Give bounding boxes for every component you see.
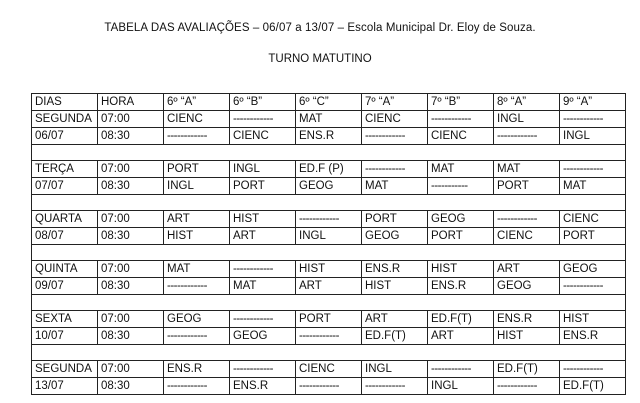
subject-cell: GEOG — [428, 211, 494, 228]
time-cell: 07:00 — [98, 261, 164, 278]
spacer-row — [32, 295, 626, 311]
spacer-cell — [32, 195, 626, 211]
subject-cell: INGL — [296, 228, 362, 245]
subject-cell: CIENC — [560, 211, 626, 228]
day-name-cell: SEXTA — [32, 311, 98, 328]
subject-cell: GEOG — [230, 328, 296, 345]
table-row — [32, 111, 626, 128]
subject-cell: PORT — [362, 211, 428, 228]
table-row — [32, 228, 626, 245]
subject-cell: ART — [494, 261, 560, 278]
header-cell: DIAS — [32, 94, 98, 111]
header-cell: 7º “A” — [362, 94, 428, 111]
subject-cell: PORT — [494, 178, 560, 195]
subject-cell: MAT — [494, 161, 560, 178]
spacer-cell — [32, 345, 626, 361]
table-row — [32, 261, 626, 278]
subject-cell: ED.F(T) — [362, 328, 428, 345]
table-row — [32, 161, 626, 178]
subject-cell: ENS.R — [296, 128, 362, 145]
subject-cell: ------------ — [362, 378, 428, 395]
subject-cell: MAT — [296, 111, 362, 128]
evaluation-schedule-table — [31, 93, 626, 395]
time-cell: 08:30 — [98, 278, 164, 295]
subject-cell: ------------ — [164, 128, 230, 145]
day-name-cell: SEGUNDA — [32, 361, 98, 378]
subject-cell: HIST — [494, 328, 560, 345]
table-row — [32, 311, 626, 328]
subject-cell: ENS.R — [230, 378, 296, 395]
spacer-row — [32, 245, 626, 261]
subject-cell: ED.F(T) — [428, 311, 494, 328]
subject-cell: ------------ — [362, 128, 428, 145]
subject-cell: MAT — [230, 278, 296, 295]
spacer-cell — [32, 145, 626, 161]
header-cell: 9º “A” — [560, 94, 626, 111]
subject-cell: ------------ — [230, 311, 296, 328]
table-row — [32, 361, 626, 378]
subject-cell: ------------ — [164, 278, 230, 295]
subject-cell: ------------ — [296, 328, 362, 345]
subject-cell: ------------ — [296, 211, 362, 228]
spacer-cell — [32, 245, 626, 261]
time-cell: 08:30 — [98, 178, 164, 195]
day-date-cell: 08/07 — [32, 228, 98, 245]
subject-cell: PORT — [164, 161, 230, 178]
spacer-row — [32, 195, 626, 211]
subject-cell: ------------ — [560, 361, 626, 378]
subject-cell: ED.F(T) — [560, 378, 626, 395]
subject-cell: ------------ — [164, 378, 230, 395]
subject-cell: ------------ — [428, 361, 494, 378]
subject-cell: ED.F(T) — [494, 361, 560, 378]
subject-cell: CIENC — [428, 128, 494, 145]
subject-cell: GEOG — [362, 228, 428, 245]
subject-cell: ------------ — [494, 378, 560, 395]
header-cell: 6º “A” — [164, 94, 230, 111]
subject-cell: ------------ — [230, 361, 296, 378]
table-row — [32, 328, 626, 345]
subject-cell: INGL — [428, 378, 494, 395]
subject-cell: PORT — [230, 178, 296, 195]
time-cell: 08:30 — [98, 228, 164, 245]
subject-cell: ------------ — [296, 378, 362, 395]
subject-cell: GEOG — [164, 311, 230, 328]
subject-cell: ENS.R — [494, 311, 560, 328]
table-header-row — [32, 94, 626, 111]
day-name-cell: TERÇA — [32, 161, 98, 178]
subject-cell: GEOG — [494, 278, 560, 295]
subject-cell: ----------- — [428, 178, 494, 195]
table-row — [32, 278, 626, 295]
subject-cell: ------------ — [230, 261, 296, 278]
subject-cell: ED.F (P) — [296, 161, 362, 178]
day-name-cell: SEGUNDA — [32, 111, 98, 128]
subject-cell: ENS.R — [164, 361, 230, 378]
header-cell: 6º “C” — [296, 94, 362, 111]
time-cell: 08:30 — [98, 128, 164, 145]
spacer-row — [32, 345, 626, 361]
table-row — [32, 378, 626, 395]
subject-cell: PORT — [296, 311, 362, 328]
table-row — [32, 128, 626, 145]
subject-cell: PORT — [428, 228, 494, 245]
time-cell: 08:30 — [98, 378, 164, 395]
subject-cell: ART — [164, 211, 230, 228]
subject-cell: ART — [230, 228, 296, 245]
subject-cell: ART — [362, 311, 428, 328]
subject-cell: HIST — [560, 311, 626, 328]
subject-cell: CIENC — [230, 128, 296, 145]
subject-cell: ------------ — [560, 161, 626, 178]
subject-cell: HIST — [296, 261, 362, 278]
subject-cell: ------------ — [164, 328, 230, 345]
day-date-cell: 13/07 — [32, 378, 98, 395]
subject-cell: HIST — [428, 261, 494, 278]
header-cell: HORA — [98, 94, 164, 111]
subject-cell: ------------ — [230, 111, 296, 128]
subject-cell: ------------ — [362, 161, 428, 178]
subject-cell: ------------ — [494, 211, 560, 228]
subject-cell: PORT — [560, 228, 626, 245]
day-date-cell: 07/07 — [32, 178, 98, 195]
subject-cell: CIENC — [164, 111, 230, 128]
day-date-cell: 09/07 — [32, 278, 98, 295]
time-cell: 08:30 — [98, 328, 164, 345]
document-subtitle: TURNO MATUTINO — [268, 53, 372, 65]
subject-cell: ART — [296, 278, 362, 295]
subject-cell: ENS.R — [560, 328, 626, 345]
header-cell: 6º “B” — [230, 94, 296, 111]
subject-cell: MAT — [362, 178, 428, 195]
time-cell: 07:00 — [98, 361, 164, 378]
subject-cell: INGL — [362, 361, 428, 378]
subject-cell: MAT — [164, 261, 230, 278]
table-row — [32, 211, 626, 228]
time-cell: 07:00 — [98, 161, 164, 178]
time-cell: 07:00 — [98, 311, 164, 328]
time-cell: 07:00 — [98, 111, 164, 128]
subject-cell: HIST — [164, 228, 230, 245]
subject-cell: ------------ — [560, 111, 626, 128]
subject-cell: HIST — [362, 278, 428, 295]
subject-cell: MAT — [560, 178, 626, 195]
document-title: TABELA DAS AVALIAÇÕES – 06/07 a 13/07 – Escola Municipal Dr. Eloy de Souza. — [104, 22, 536, 34]
subject-cell: INGL — [560, 128, 626, 145]
subject-cell: INGL — [164, 178, 230, 195]
subject-cell: INGL — [494, 111, 560, 128]
subject-cell: CIENC — [494, 228, 560, 245]
day-date-cell: 06/07 — [32, 128, 98, 145]
subject-cell: ------------ — [560, 278, 626, 295]
subject-cell: ------------ — [428, 111, 494, 128]
subject-cell: ART — [428, 328, 494, 345]
subject-cell: MAT — [428, 161, 494, 178]
day-name-cell: QUINTA — [32, 261, 98, 278]
subject-cell: GEOG — [296, 178, 362, 195]
day-name-cell: QUARTA — [32, 211, 98, 228]
time-cell: 07:00 — [98, 211, 164, 228]
spacer-row — [32, 145, 626, 161]
subject-cell: HIST — [230, 211, 296, 228]
table-row — [32, 178, 626, 195]
subject-cell: ENS.R — [362, 261, 428, 278]
subject-cell: ENS.R — [428, 278, 494, 295]
header-cell: 7º “B” — [428, 94, 494, 111]
day-date-cell: 10/07 — [32, 328, 98, 345]
subject-cell: GEOG — [560, 261, 626, 278]
spacer-cell — [32, 295, 626, 311]
subject-cell: INGL — [230, 161, 296, 178]
subject-cell: CIENC — [362, 111, 428, 128]
subject-cell: CIENC — [296, 361, 362, 378]
header-cell: 8º “A” — [494, 94, 560, 111]
subject-cell: ------------ — [494, 128, 560, 145]
